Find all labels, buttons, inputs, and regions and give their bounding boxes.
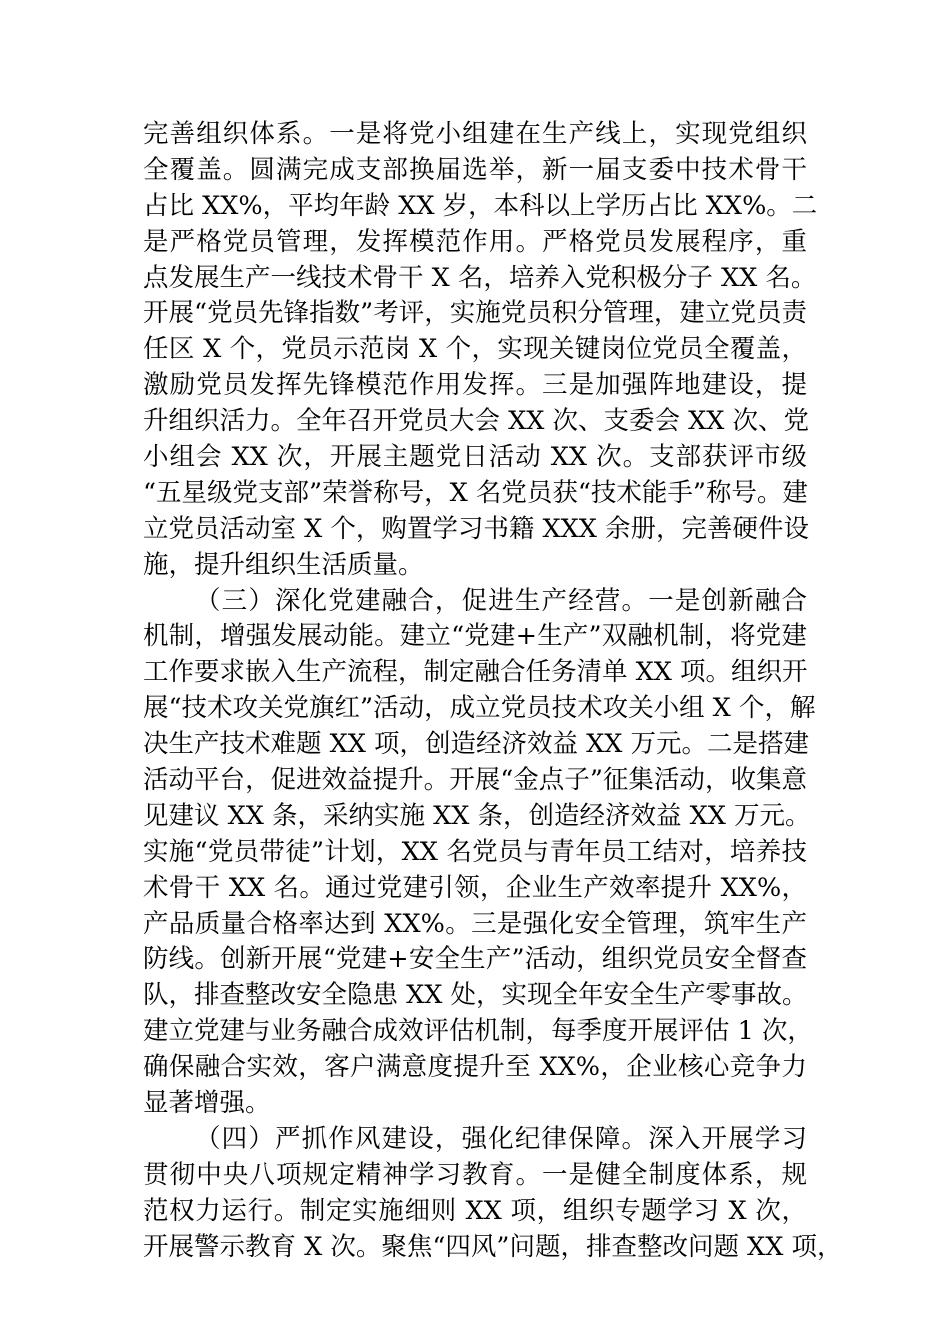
text-line: 开展警示教育 X 次。聚焦“四风”问题，排查整改问题 XX 项， <box>143 1231 843 1262</box>
text-line: 全覆盖。圆满完成支部换届选举，新一届支委中技术骨干 <box>143 154 807 185</box>
text-line: （四）严抓作风建设，强化纪律保障。深入开展学习 <box>195 1123 807 1154</box>
text-line: 升组织活力。全年召开党员大会 XX 次、支委会 XX 次、党 <box>143 406 810 437</box>
text-line: （三）深化党建融合，促进生产经营。一是创新融合 <box>195 585 807 616</box>
text-line: “五星级党支部”荣誉称号，X 名党员获“技术能手”称号。建 <box>143 477 808 508</box>
text-line: 确保融合实效，客户满意度提升至 XX%，企业核心竞争力 <box>143 1052 807 1083</box>
text-line: 范权力运行。制定实施细则 XX 项，组织专题学习 X 次， <box>143 1195 807 1226</box>
text-line: 展“技术攻关党旗红”活动，成立党员技术攻关小组 X 个，解 <box>143 693 816 724</box>
text-line: 点发展生产一线技术骨干 X 名，培养入党积极分子 XX 名。 <box>143 262 817 293</box>
text-line: 见建议 XX 条，采纳实施 XX 条，创造经济效益 XX 万元。 <box>143 800 811 831</box>
text-line: 机制，增强发展动能。建立“党建+生产”双融机制，将党建 <box>143 621 807 652</box>
text-line: 术骨干 XX 名。通过党建引领，企业生产效率提升 XX%， <box>143 872 807 903</box>
text-line: 完善组织体系。一是将党小组建在生产线上，实现党组织 <box>143 119 807 149</box>
document-body <box>143 117 843 1266</box>
text-line: 开展“党员先锋指数”考评，实施党员积分管理，建立党员责 <box>143 298 807 329</box>
text-line: 占比 XX%，平均年龄 XX 岁，本科以上学历占比 XX%。二 <box>143 190 818 221</box>
text-line: 显著增强。 <box>143 1088 271 1119</box>
text-line: 贯彻中央八项规定精神学习教育。一是健全制度体系，规 <box>143 1159 807 1190</box>
text-line: 激励党员发挥先锋模范作用发挥。三是加强阵地建设，提 <box>143 370 807 401</box>
text-line: 建立党建与业务融合成效评估机制，每季度开展评估 1 次， <box>143 1016 813 1047</box>
text-line: 是严格党员管理，发挥模范作用。严格党员发展程序，重 <box>143 226 807 257</box>
text-line: 决生产技术难题 XX 项，创造经济效益 XX 万元。二是搭建 <box>143 729 810 760</box>
text-line: 活动平台，促进效益提升。开展“金点子”征集活动，收集意 <box>143 765 807 796</box>
text-line: 立党员活动室 X 个，购置学习书籍 XXX 余册，完善硬件设 <box>143 513 810 544</box>
text-line: 队，排查整改安全隐患 XX 处，实现全年安全生产零事故。 <box>143 980 808 1011</box>
text-line: 任区 X 个，党员示范岗 X 个，实现关键岗位党员全覆盖， <box>143 334 807 365</box>
text-line: 防线。创新开展“党建+安全生产”活动，组织党员安全督查 <box>143 944 807 975</box>
text-line: 工作要求嵌入生产流程，制定融合任务清单 XX 项。组织开 <box>143 657 808 688</box>
text-line: 产品质量合格率达到 XX%。三是强化安全管理，筑牢生产 <box>143 908 807 939</box>
text-line: 小组会 XX 次，开展主题党日活动 XX 次。支部获评市级 <box>143 442 807 473</box>
text-line: 实施“党员带徒”计划，XX 名党员与青年员工结对，培养技 <box>143 836 807 867</box>
text-line: 施，提升组织生活质量。 <box>143 549 424 580</box>
